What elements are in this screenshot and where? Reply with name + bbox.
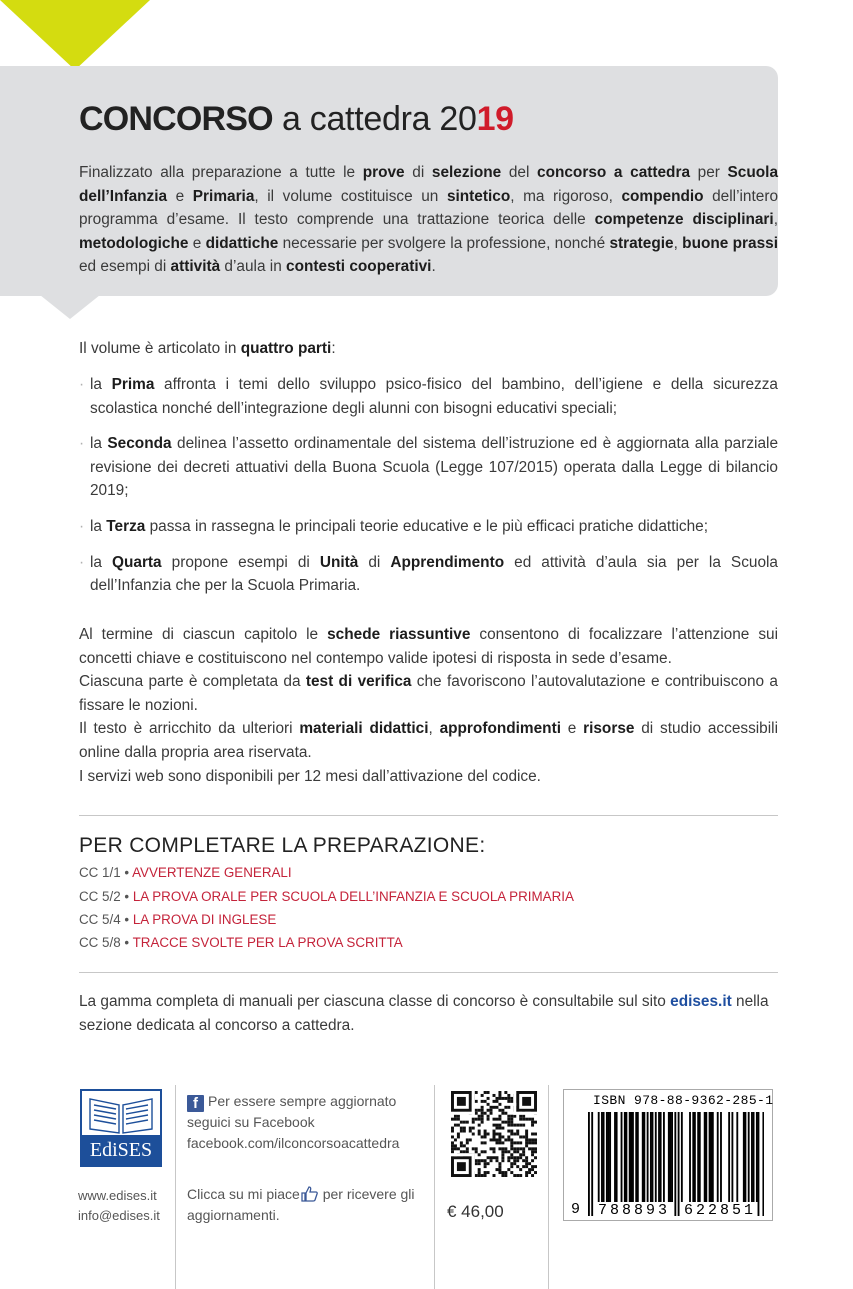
corner-triangle-decoration xyxy=(0,0,160,72)
related-book-item[interactable]: CC 5/2 • LA PROVA ORALE PER SCUOLA DELL’INFANZIA E SCUOLA PRIMARIA xyxy=(79,889,574,904)
bullet-dot: · xyxy=(79,517,85,535)
bullet-dot: · xyxy=(79,376,85,393)
related-book-item[interactable]: CC 5/8 • TRACCE SVOLTE PER LA PROVA SCRITTA xyxy=(79,935,403,950)
open-book-icon xyxy=(82,1091,160,1137)
list-item xyxy=(79,373,778,420)
bullet-dot: · xyxy=(79,553,85,571)
intro-paragraph: Finalizzato alla preparazione a tutte le prove di selezione del concorso a cattedra per Scuola dell’Infanzia e Primaria, il volume costituisce un sintetico, ma rigoroso, compendio dell’intero programma d’esame. Il testo comprende una trattazione teorica delle competenze disciplinari, metodologiche e didattiche necessarie per svolgere la professione, nonché strategie, buone prassi ed esempi di attività d’aula in contesti cooperativi. xyxy=(79,164,779,276)
part-quarta-text: la Quarta propone esempi di Unità di Apprendimento ed attività d’aula sia per la Scuola dell’Infanzia che per la Scuola Primaria. xyxy=(90,553,778,595)
barcode-digits-right: 622851 xyxy=(684,1202,757,1219)
facebook-line: seguici su Facebook xyxy=(187,1114,315,1130)
thumbs-up-icon xyxy=(301,1186,318,1202)
facebook-icon: f xyxy=(187,1095,204,1112)
facebook-url[interactable]: facebook.com/ilconcorsoacattedra xyxy=(187,1135,400,1151)
volume-intro: Il volume è articolato in quattro parti: xyxy=(79,340,336,357)
details-paragraph: Al termine di ciascun capitolo le schede riassuntive consentono di focalizzare l’attenzione sui concetti chiave e costituiscono nel contempo valide ipotesi di risposta in sede d’esame. Ciascuna parte è completata da test di verifica che favoriscono l’autovalutazione e contribuiscono a fissare le nozioni. Il testo è arricchito da ulteriori materiali didattici, approfondimenti e risorse di studio accessibili online dalla propria area riservata. I servizi web sono disponibili per 12 mesi dall’attivazione del codice. xyxy=(79,626,779,785)
related-book-item[interactable]: CC 5/4 • LA PROVA DI INGLESE xyxy=(79,912,277,927)
divider xyxy=(79,815,778,816)
list-item xyxy=(79,432,778,503)
isbn-barcode xyxy=(588,1112,764,1219)
logo-text: EdiSES xyxy=(82,1135,160,1165)
related-book-item[interactable]: CC 1/1 • AVVERTENZE GENERALI xyxy=(79,865,292,880)
preparation-heading: PER COMPLETARE LA PREPARAZIONE: xyxy=(79,834,486,857)
price: € 46,00 xyxy=(447,1202,504,1221)
like-line: Clicca su mi piace per ricevere gli xyxy=(187,1186,415,1202)
facebook-line: f Per essere sempre aggiornato xyxy=(187,1092,396,1112)
part-terza-text: la Terza passa in rassegna le principali teorie educative e le più efficaci pratiche didattiche; xyxy=(90,517,708,535)
barcode-digits-left: 788893 xyxy=(598,1202,671,1219)
edises-logo xyxy=(80,1089,162,1167)
isbn-label: ISBN 978-88-9362-285-1 xyxy=(593,1093,774,1108)
qr-code[interactable] xyxy=(449,1091,539,1177)
part-prima-text: la Prima affronta i temi dello sviluppo psico-fisico del bambino, dell’igiene e della sicurezza scolastica nonché dell’integrazione degli alunni con bisogni educativi speciali; xyxy=(90,376,778,417)
list-item xyxy=(79,515,778,539)
like-line: aggiornamenti. xyxy=(187,1207,280,1223)
divider xyxy=(79,972,778,973)
part-list xyxy=(79,373,778,598)
intro-box-pointer xyxy=(40,295,100,321)
part-seconda-text: la Seconda delinea l’assetto ordinamentale del sistema dell’istruzione ed è aggiornata alla parziale revisione dei decreti attuativi della Buona Scuola (Legge 107/2015) operata dalla Legge di bilancio 2019; xyxy=(90,435,779,500)
barcode-digit-first: 9 xyxy=(571,1201,581,1218)
website-text[interactable]: www.edises.it xyxy=(78,1188,157,1203)
footer-separator xyxy=(434,1085,435,1289)
list-item xyxy=(79,551,778,598)
page-title: CONCORSO a cattedra 2019 xyxy=(79,100,514,138)
bullet-dot: · xyxy=(79,435,85,453)
edises-site-link[interactable]: edises.it xyxy=(670,993,732,1010)
footer-separator xyxy=(175,1085,176,1289)
email-text[interactable]: info@edises.it xyxy=(78,1208,160,1223)
gamma-paragraph: La gamma completa di manuali per ciascuna classe di concorso è consultabile sul sito edises.it nella sezione dedicata al concorso a cattedra. xyxy=(79,993,769,1034)
footer-separator xyxy=(548,1085,549,1289)
